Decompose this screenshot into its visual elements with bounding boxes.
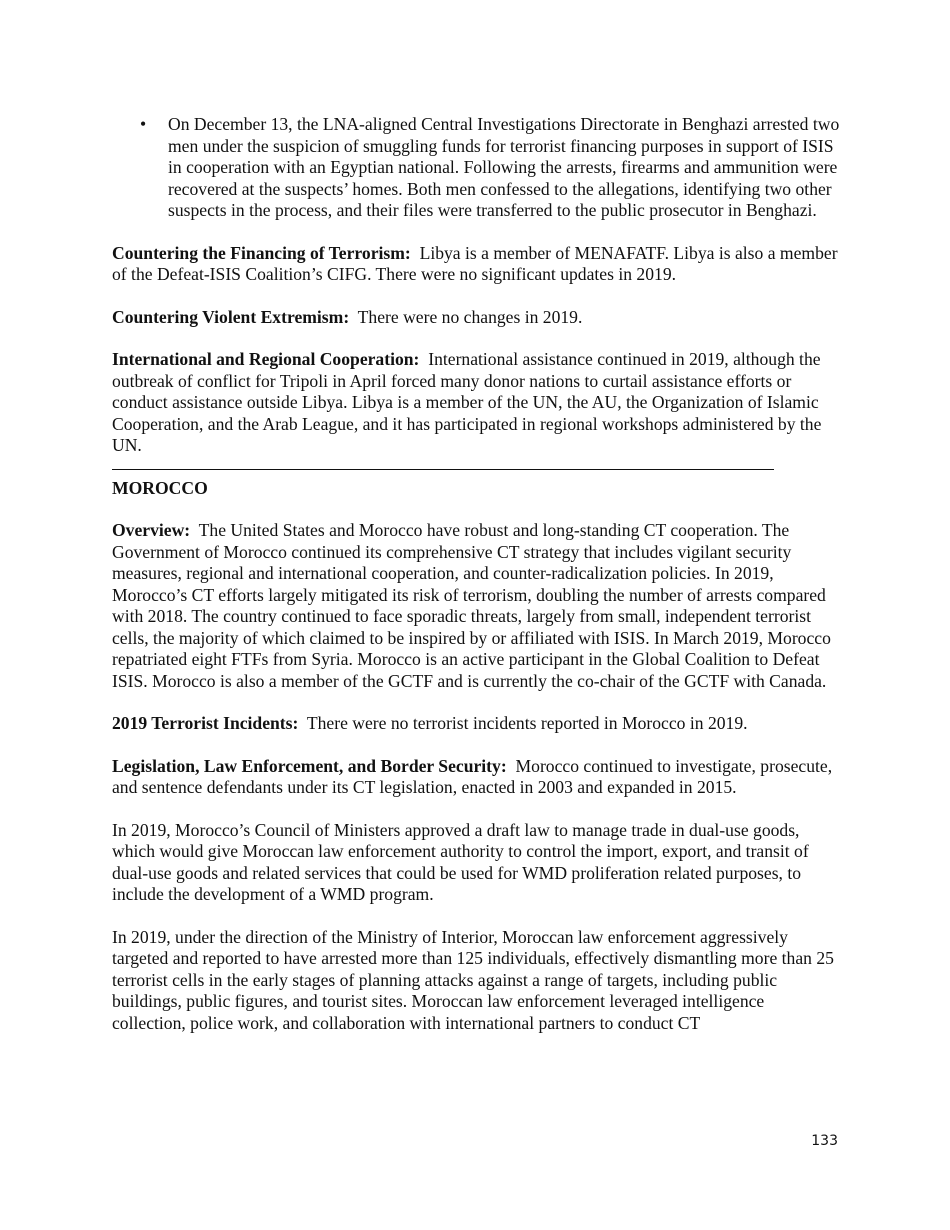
bullet-text: On December 13, the LNA-aligned Central Investigations Directorate in Benghazi arrested two men under the suspicion of smuggling funds for terrorist financing purposes in support of ISIS in cooperation with an Egyptian national. Following the arrests, firearms and ammunition were recovered at the suspects’ homes. Both men confessed to the allegations, identifying two other suspects in the process, and their files were transferred to the public prosecutor in Benghazi. xyxy=(168,114,840,220)
overview-heading: Overview: xyxy=(112,520,191,540)
legislation-text: Morocco continued to investigate, prosecute, and sentence defendants under its CT legislation, enacted in 2003 and expanded in 2015. xyxy=(112,755,833,797)
cft-text: Libya is a member of MENAFATF. Libya is also a member of the Defeat-ISIS Coalition’s CIFG. There were no significant updates in 2019. xyxy=(112,242,838,284)
bullet-icon: • xyxy=(140,114,147,134)
cft-paragraph xyxy=(112,243,840,286)
cve-text: There were no changes in 2019. xyxy=(357,306,583,327)
legislation-paragraph xyxy=(112,756,840,799)
intl-cooperation-heading: International and Regional Cooperation: xyxy=(112,349,420,369)
bullet-list xyxy=(112,114,840,222)
overview-text: The United States and Morocco have robust and long-standing CT cooperation. The Government of Morocco continued its comprehensive CT strategy that includes vigilant security measures, regional and international cooperation, and counter-radicalization policies. In 2019, Morocco’s CT efforts largely mitigated its risk of terrorism, doubling the number of arrests compared with 2018. The country continued to face sporadic threats, largely from small, independent terrorist cells, the majority of which claimed to be inspired by or affiliated with ISIS. In March 2019, Morocco repatriated eight FTFs from Syria. Morocco is an active participant in the Global Coalition to Defeat ISIS. Morocco is also a member of the GCTF and is currently the co-chair of the GCTF with Canada. xyxy=(112,520,831,691)
incidents-paragraph xyxy=(112,713,840,735)
arrests-paragraph: In 2019, under the direction of the Ministry of Interior, Moroccan law enforcement aggressively targeted and reported to have arrested more than 125 individuals, effectively dismantling more than 25 terrorist cells in the early stages of planning attacks against a range of targets, including public buildings, public figures, and tourist sites. Moroccan law enforcement leveraged intelligence collection, police work, and collaboration with international partners to conduct CT xyxy=(112,926,834,1033)
list-item xyxy=(140,114,840,222)
cve-paragraph xyxy=(112,307,840,329)
incidents-text: There were no terrorist incidents reported in Morocco in 2019. xyxy=(306,713,748,733)
country-heading-morocco: MOROCCO xyxy=(112,477,208,498)
intl-cooperation-text: International assistance continued in 2019, although the outbreak of conflict for Tripoli in April forced many donor nations to curtail assistance efforts or conduct assistance outside Libya. Libya is a member of the UN, the AU, the Organization of Islamic Cooperation, and the Arab League, and it has participated in regional workshops administered by the UN. xyxy=(112,349,822,455)
intl-cooperation-paragraph xyxy=(112,349,840,457)
document-page xyxy=(112,114,840,1034)
incidents-heading: 2019 Terrorist Incidents: xyxy=(112,713,299,733)
cve-heading: Countering Violent Extremism: xyxy=(112,306,350,327)
dual-use-paragraph: In 2019, Morocco’s Council of Ministers approved a draft law to manage trade in dual-use goods, which would give Moroccan law enforcement authority to control the import, export, and transit of dual-use goods and related services that could be used for WMD proliferation related purposes, to include the development of a WMD program. xyxy=(112,819,809,904)
cft-heading: Countering the Financing of Terrorism: xyxy=(112,242,411,263)
section-divider xyxy=(112,469,774,470)
page-number: 133 xyxy=(811,1133,838,1149)
overview-paragraph xyxy=(112,520,840,692)
legislation-heading: Legislation, Law Enforcement, and Border Security: xyxy=(112,755,507,776)
